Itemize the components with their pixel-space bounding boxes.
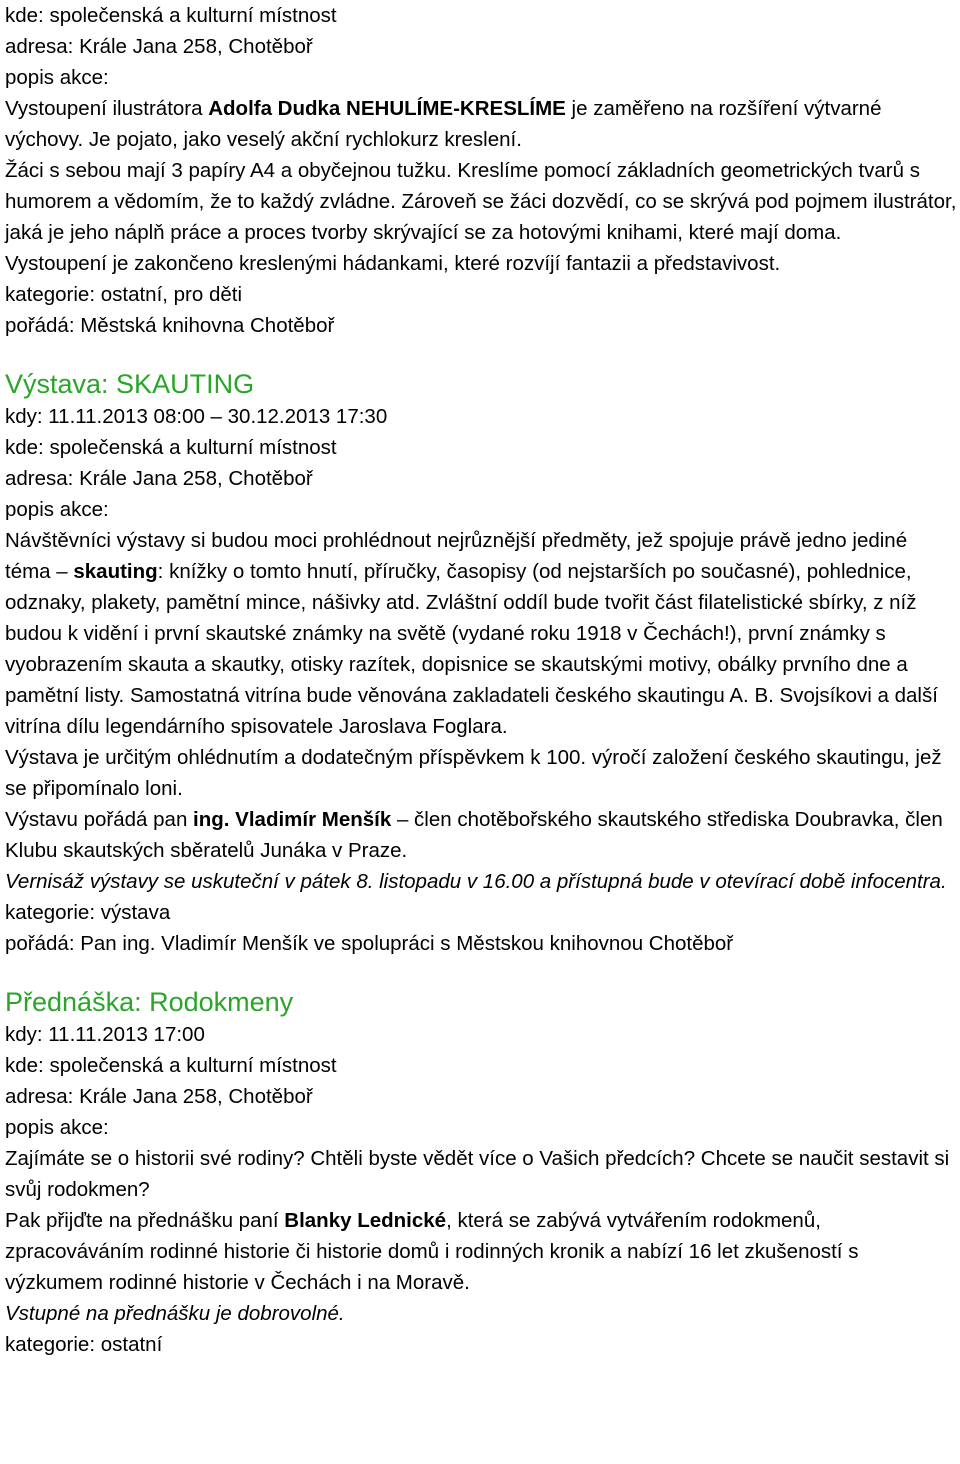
text-run: : knížky o tomto hnutí, příručky, časopisy (od nejstarších po současné), pohlednice, odznaky, plakety, pamětní mince, nášivky atd. Zvláštní oddíl bude tvořit část filatelistické sbírky, z níž budou k vidění i první skautské známky na světě (vydané roku 1918 v Čechách!), první známky s vyobrazením skauta a skautky, otisky razítek, dopisnice se skautskými motivy, obálky prvního dne a pamětní listy. Samostatná vitrína bude věnována zakladateli českého skautingu A. B. Svojsíkovi a další vitrína dílu legendárního spisovatele Jaroslava Foglara. xyxy=(5,560,938,738)
event-organizer: pořádá: Pan ing. Vladimír Menšík ve spolupráci s Městskou knihovnou Chotěboř xyxy=(5,932,734,955)
event-description-paragraph xyxy=(5,525,957,742)
italic-text: Vernisáž výstavy se uskuteční v pátek 8. listopadu v 16.00 a přístupná bude v otevírací době infocentra. xyxy=(5,870,947,893)
event-location: kde: společenská a kulturní místnost xyxy=(5,1054,337,1077)
event-description-label: popis akce: xyxy=(5,498,109,521)
text-run: – člen chotěbořského skautského střediska Doubravka, člen Klubu skautských sběratelů Junáka v Praze. xyxy=(5,808,943,862)
event-ilustrator xyxy=(5,0,960,341)
event-category: kategorie: výstava xyxy=(5,901,171,924)
event-title: Přednáška: Rodokmeny xyxy=(5,987,294,1017)
event-title: Výstava: SKAUTING xyxy=(5,369,255,399)
event-description-paragraph xyxy=(5,93,957,155)
event-date: kdy: 11.11.2013 08:00 – 30.12.2013 17:30 xyxy=(5,405,388,428)
organizer-name: ing. Vladimír Menšík xyxy=(193,808,392,831)
event-location: kde: společenská a kulturní místnost xyxy=(5,436,337,459)
text-run: Návštěvníci výstavy si budou moci prohlédnout nejrůznější předměty, jež spojuje právě jedno jediné téma – xyxy=(5,529,908,583)
event-location: kde: společenská a kulturní místnost xyxy=(5,4,337,27)
event-admission-note xyxy=(5,1298,957,1329)
italic-text: Vstupné na přednášku je dobrovolné. xyxy=(5,1302,345,1325)
text-run: , která se zabývá vytvářením rodokmenů, zpracováváním rodinné historie či historie domů i rodinných kronik a nabízí 16 let zkušeností s výzkumem rodinné historie v Čechách i na Moravě. xyxy=(5,1209,859,1294)
topic-name: skauting xyxy=(73,560,158,583)
event-rodokmeny xyxy=(5,985,960,1360)
event-description-paragraph: Vystoupení je zakončeno kreslenými hádankami, které rozvíjí fantazii a představivost. xyxy=(5,252,781,275)
event-description-paragraph: Žáci s sebou mají 3 papíry A4 a obyčejnou tužku. Kreslíme pomocí základních geometrických tvarů s humorem a vědomím, že to každý zvládne. Zároveň se žáci dozvědí, co se skrývá pod pojmem ilustrátor, jaká je jeho náplň práce a proces tvorby skrývající se za hotovými knihami, které mají doma. xyxy=(5,159,957,244)
event-description-paragraph: Zajímáte se o historii své rodiny? Chtěli byste vědět více o Vašich předcích? Chcete se naučit sestavit si svůj rodokmen? xyxy=(5,1147,950,1201)
event-skauting xyxy=(5,367,960,959)
event-description-paragraph: Výstava je určitým ohlédnutím a dodatečným příspěvkem k 100. výročí založení českého skautingu, jež se připomínalo loni. xyxy=(5,746,942,800)
program-name: NEHULÍME-KRESLÍME xyxy=(346,97,566,120)
event-address: adresa: Krále Jana 258, Chotěboř xyxy=(5,467,313,490)
event-date: kdy: 11.11.2013 17:00 xyxy=(5,1023,205,1046)
text-run: Pak přijďte na přednášku paní xyxy=(5,1209,285,1232)
event-description-label: popis akce: xyxy=(5,66,109,89)
event-description-paragraph xyxy=(5,804,957,866)
event-category: kategorie: ostatní, pro děti xyxy=(5,283,243,306)
event-category: kategorie: ostatní xyxy=(5,1333,163,1356)
event-description-label: popis akce: xyxy=(5,1116,109,1139)
event-description-paragraph xyxy=(5,1205,957,1298)
text-run: je zaměřeno na rozšíření výtvarné výchovy. Je pojato, jako veselý akční rychlokurz kreslení. xyxy=(5,97,882,151)
performer-name: Adolfa Dudka xyxy=(208,97,341,120)
lecturer-name: Blanky Lednické xyxy=(284,1209,447,1232)
event-address: adresa: Krále Jana 258, Chotěboř xyxy=(5,35,313,58)
event-organizer: pořádá: Městská knihovna Chotěboř xyxy=(5,314,335,337)
event-vernissage-note xyxy=(5,866,957,897)
text-run: Vystoupení ilustrátora xyxy=(5,97,209,120)
text-run: Výstavu pořádá pan xyxy=(5,808,194,831)
event-address: adresa: Krále Jana 258, Chotěboř xyxy=(5,1085,313,1108)
